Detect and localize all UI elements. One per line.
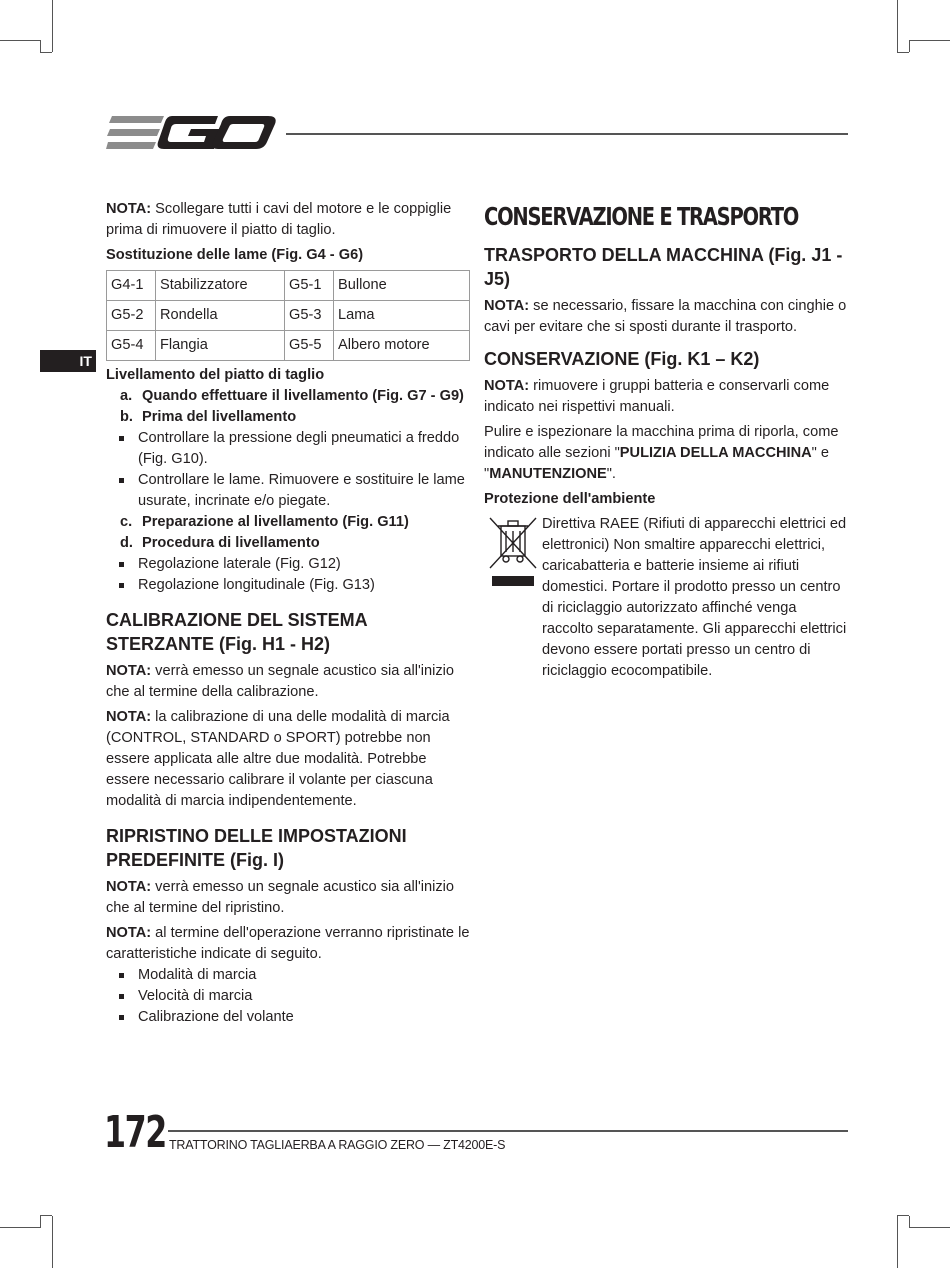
crop-mark [910,40,950,41]
weee-block [484,514,850,682]
bullet-list [106,554,472,596]
table-row: G5-2 Rondella G5-3 Lama [107,301,470,331]
footer-title: TRATTORINO TAGLIAERBA A RAGGIO ZERO — ZT4200E-S [169,1138,506,1152]
right-column [484,199,850,682]
list-item: Regolazione laterale (Fig. G12) [106,554,472,575]
table-row: G4-1 Stabilizzatore G5-1 Bullone [107,271,470,301]
ego-logo [106,112,278,154]
nota-paragraph: NOTA: verrà emesso un segnale acustico sia all'inizio che al termine del ripristino. [106,879,455,916]
header-rule [286,133,848,135]
parts-table [106,270,470,361]
section-heading: RIPRISTINO DELLE IMPOSTAZIONI PREDEFINITE (Fig. I) [106,826,407,870]
environment-heading: Protezione dell'ambiente [484,491,656,507]
nota-paragraph: NOTA: se necessario, fissare la macchina con cinghie o cavi per evitare che si sposti durante il trasporto. [484,298,847,335]
nota-paragraph: NOTA: Scollegare tutti i cavi del motore e le coppiglie prima di rimuovere il piatto di taglio. [106,201,452,238]
weee-bin-icon [484,514,542,594]
blades-heading: Sostituzione delle lame (Fig. G4 - G6) [106,247,364,263]
crop-mark [897,52,909,53]
bullet-list [106,965,472,1028]
crop-mark [897,0,898,52]
nota-paragraph: NOTA: rimuovere i gruppi batteria e conservarli come indicato nei rispettivi manuali. [484,378,830,415]
crop-mark [909,40,910,52]
language-tab: IT [40,350,96,372]
page-number: 172 [104,1107,166,1158]
footer-rule [168,1130,848,1132]
crop-mark [40,1215,52,1216]
section-heading: CONSERVAZIONE (Fig. K1 – K2) [484,349,760,369]
list-item: Modalità di marcia [106,965,472,986]
table-row: G5-4 Flangia G5-5 Albero motore [107,331,470,361]
nota-paragraph: NOTA: al termine dell'operazione verranno ripristinate le caratteristiche indicate di seguito. [106,925,470,962]
crop-mark [40,40,41,52]
list-item: d. Procedura di livellamento [120,535,320,551]
list-item: Controllare le lame. Rimuovere e sostituire le lame usurate, incrinate e/o piegate. [106,470,472,512]
list-item: c. Preparazione al livellamento (Fig. G11) [120,514,409,530]
crop-mark [897,1216,898,1268]
crop-mark [909,1216,910,1228]
crop-mark [0,40,40,41]
list-item: Velocità di marcia [106,986,472,1007]
page-title: CONSERVAZIONE E TRASPORTO [484,202,799,231]
weee-text: Direttiva RAEE (Rifiuti di apparecchi elettrici ed elettronici) Non smaltire apparecchi elettrici, caricabatteria e batterie insieme ai rifiuti domestici. Portare il prodotto presso un centro di riciclaggio autorizzato affinché venga raccolto separatamente. Gli apparecchi elettrici devono essere portati presso un centro di riciclaggio ecocompatibile. [542,516,847,679]
list-item: b. Prima del livellamento [120,409,297,425]
leveling-heading: Livellamento del piatto di taglio [106,367,325,383]
crop-mark [910,1227,950,1228]
nota-paragraph: NOTA: la calibrazione di una delle modalità di marcia (CONTROL, STANDARD o SPORT) potrebbe non essere applicata alle altre due modalità. Potrebbe essere necessario calibrare il volante per ciascuna modalità di marcia indipendentemente. [106,709,450,809]
crop-mark [52,1216,53,1268]
section-heading: TRASPORTO DELLA MACCHINA (Fig. J1 - J5) [484,245,843,289]
crop-mark [40,1216,41,1228]
list-item: Regolazione longitudinale (Fig. G13) [106,575,472,596]
crop-mark [52,0,53,52]
list-item: Controllare la pressione degli pneumatici a freddo (Fig. G10). [106,428,472,470]
list-item: Calibrazione del volante [106,1007,472,1028]
cleaning-paragraph: Pulire e ispezionare la macchina prima di riporla, come indicato alle sezioni "PULIZIA DELLA MACCHINA" e "MANUTENZIONE". [484,424,839,482]
list-item: a. Quando effettuare il livellamento (Fig. G7 - G9) [120,388,464,404]
nota-paragraph: NOTA: verrà emesso un segnale acustico sia all'inizio che al termine della calibrazione. [106,663,455,700]
crop-mark [40,52,52,53]
left-column [106,199,472,1028]
bullet-list [106,428,472,512]
crop-mark [0,1227,40,1228]
section-heading: CALIBRAZIONE DEL SISTEMA STERZANTE (Fig. H1 - H2) [106,610,368,654]
crop-mark [897,1215,909,1216]
